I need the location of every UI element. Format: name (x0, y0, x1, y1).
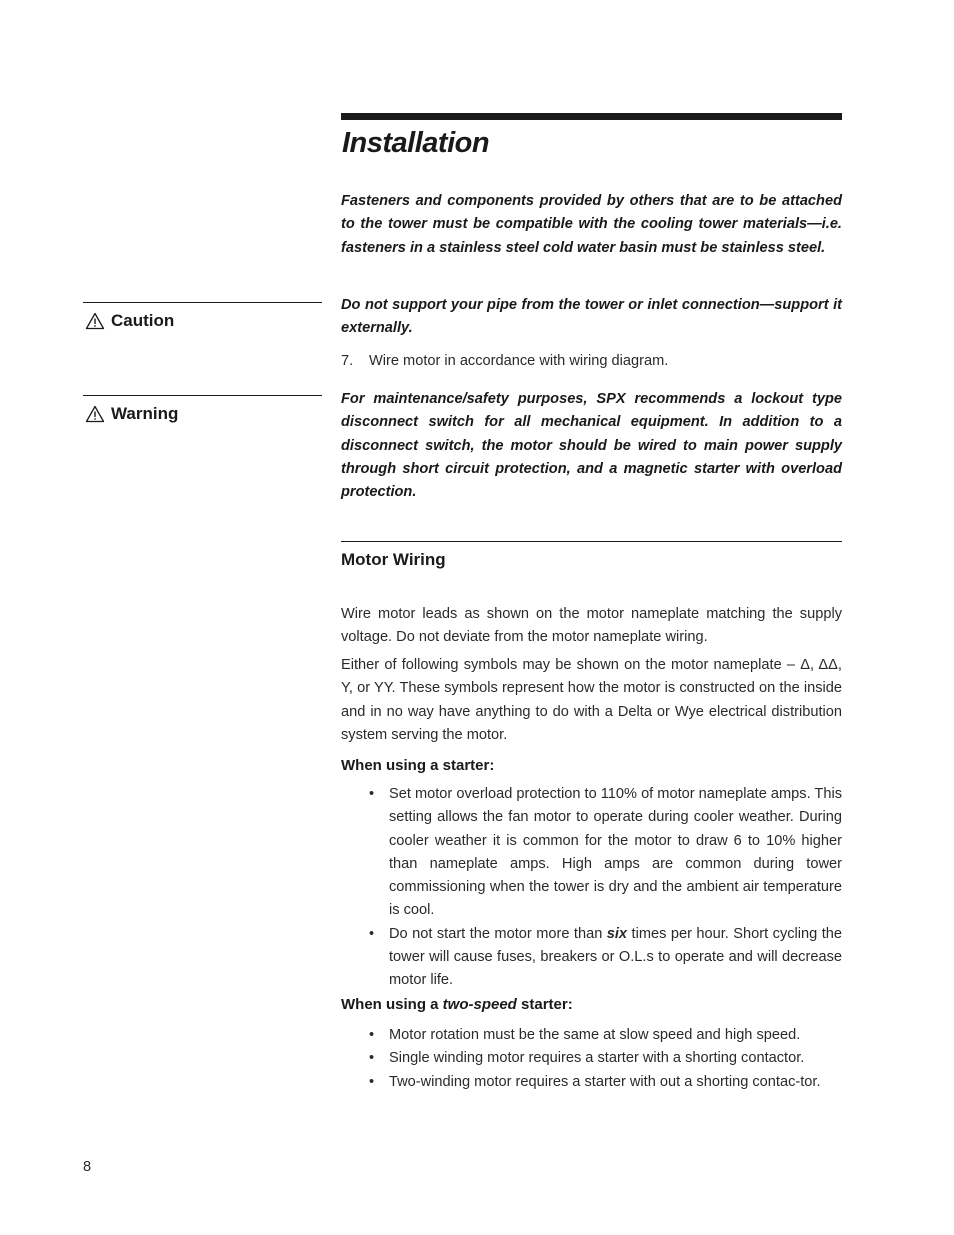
fasteners-note: Fasteners and components provided by others that are to be attached to the tower must be compatible with the cooling tower materials—i.e. fasteners in a stainless steel cold water basin must be stainless steel. (341, 193, 842, 256)
caution-triangle-icon (85, 312, 105, 330)
caution-label-text: Caution (111, 311, 175, 330)
starter-heading: When using a starter: (341, 757, 495, 774)
warning-label-text: Warning (111, 404, 179, 423)
starter-bullet-list (341, 783, 842, 993)
two-speed-bullet-list (341, 1024, 842, 1094)
motor-wiring-title: Motor Wiring (341, 550, 446, 569)
list-item: • Set motor overload protection to 110% of motor nameplate amps. This setting allows the fan motor to operate during cooler weather. During cooler weather it is common for the motor to draw 6 to 10% higher than nameplate amps. High amps are common during tower commissioning when the tower is dry and the ambient air temperature is cool. (341, 783, 842, 923)
caution-label (85, 311, 174, 331)
two-speed-heading: When using a two-speed starter: (341, 996, 573, 1013)
list-item: • Single winding motor requires a starter with a shorting contactor. (341, 1047, 842, 1070)
step-7 (341, 350, 668, 373)
header-rule (341, 113, 842, 120)
warning-label (85, 404, 178, 424)
page-title: Installation (342, 127, 490, 159)
two-speed-emphasis: two-speed (442, 996, 517, 1013)
list-item: • Motor rotation must be the same at slow speed and high speed. (341, 1024, 842, 1047)
list-item: • Two-winding motor requires a starter with out a shorting contac-tor. (341, 1071, 842, 1094)
list-item: • Do not start the motor more than six times per hour. Short cycling the tower will cause fuses, breakers or O.L.s to operate and will decrease motor life. (341, 923, 842, 993)
warning-rule (83, 395, 322, 396)
warning-text: For maintenance/safety purposes, SPX recommends a lockout type disconnect switch for all mechanical equipment. In addition to a disconnect switch, the motor should be wired to main power supply through short circuit protection, and a magnetic starter with overload protection. (341, 391, 842, 501)
step-number: 7. (341, 353, 354, 369)
warning-triangle-icon (85, 405, 105, 423)
six-emphasis: six (606, 925, 628, 942)
step-text: Wire motor in accordance with wiring diagram. (369, 353, 669, 369)
motor-wiring-para-1: Wire motor leads as shown on the motor nameplate matching the supply voltage. Do not deviate from the motor nameplate wiring. (341, 606, 842, 646)
page-number: 8 (83, 1159, 92, 1175)
motor-wiring-rule (341, 541, 842, 542)
caution-rule (83, 302, 322, 303)
caution-text: Do not support your pipe from the tower or inlet connection—support it externally. (341, 297, 842, 337)
motor-wiring-para-2: Either of following symbols may be shown on the motor nameplate – Δ, ΔΔ, Y, or YY. These symbols represent how the motor is constructed on the inside and in no way have anything to do with a Delta or Wye electrical distribution system serving the motor. (341, 657, 842, 743)
